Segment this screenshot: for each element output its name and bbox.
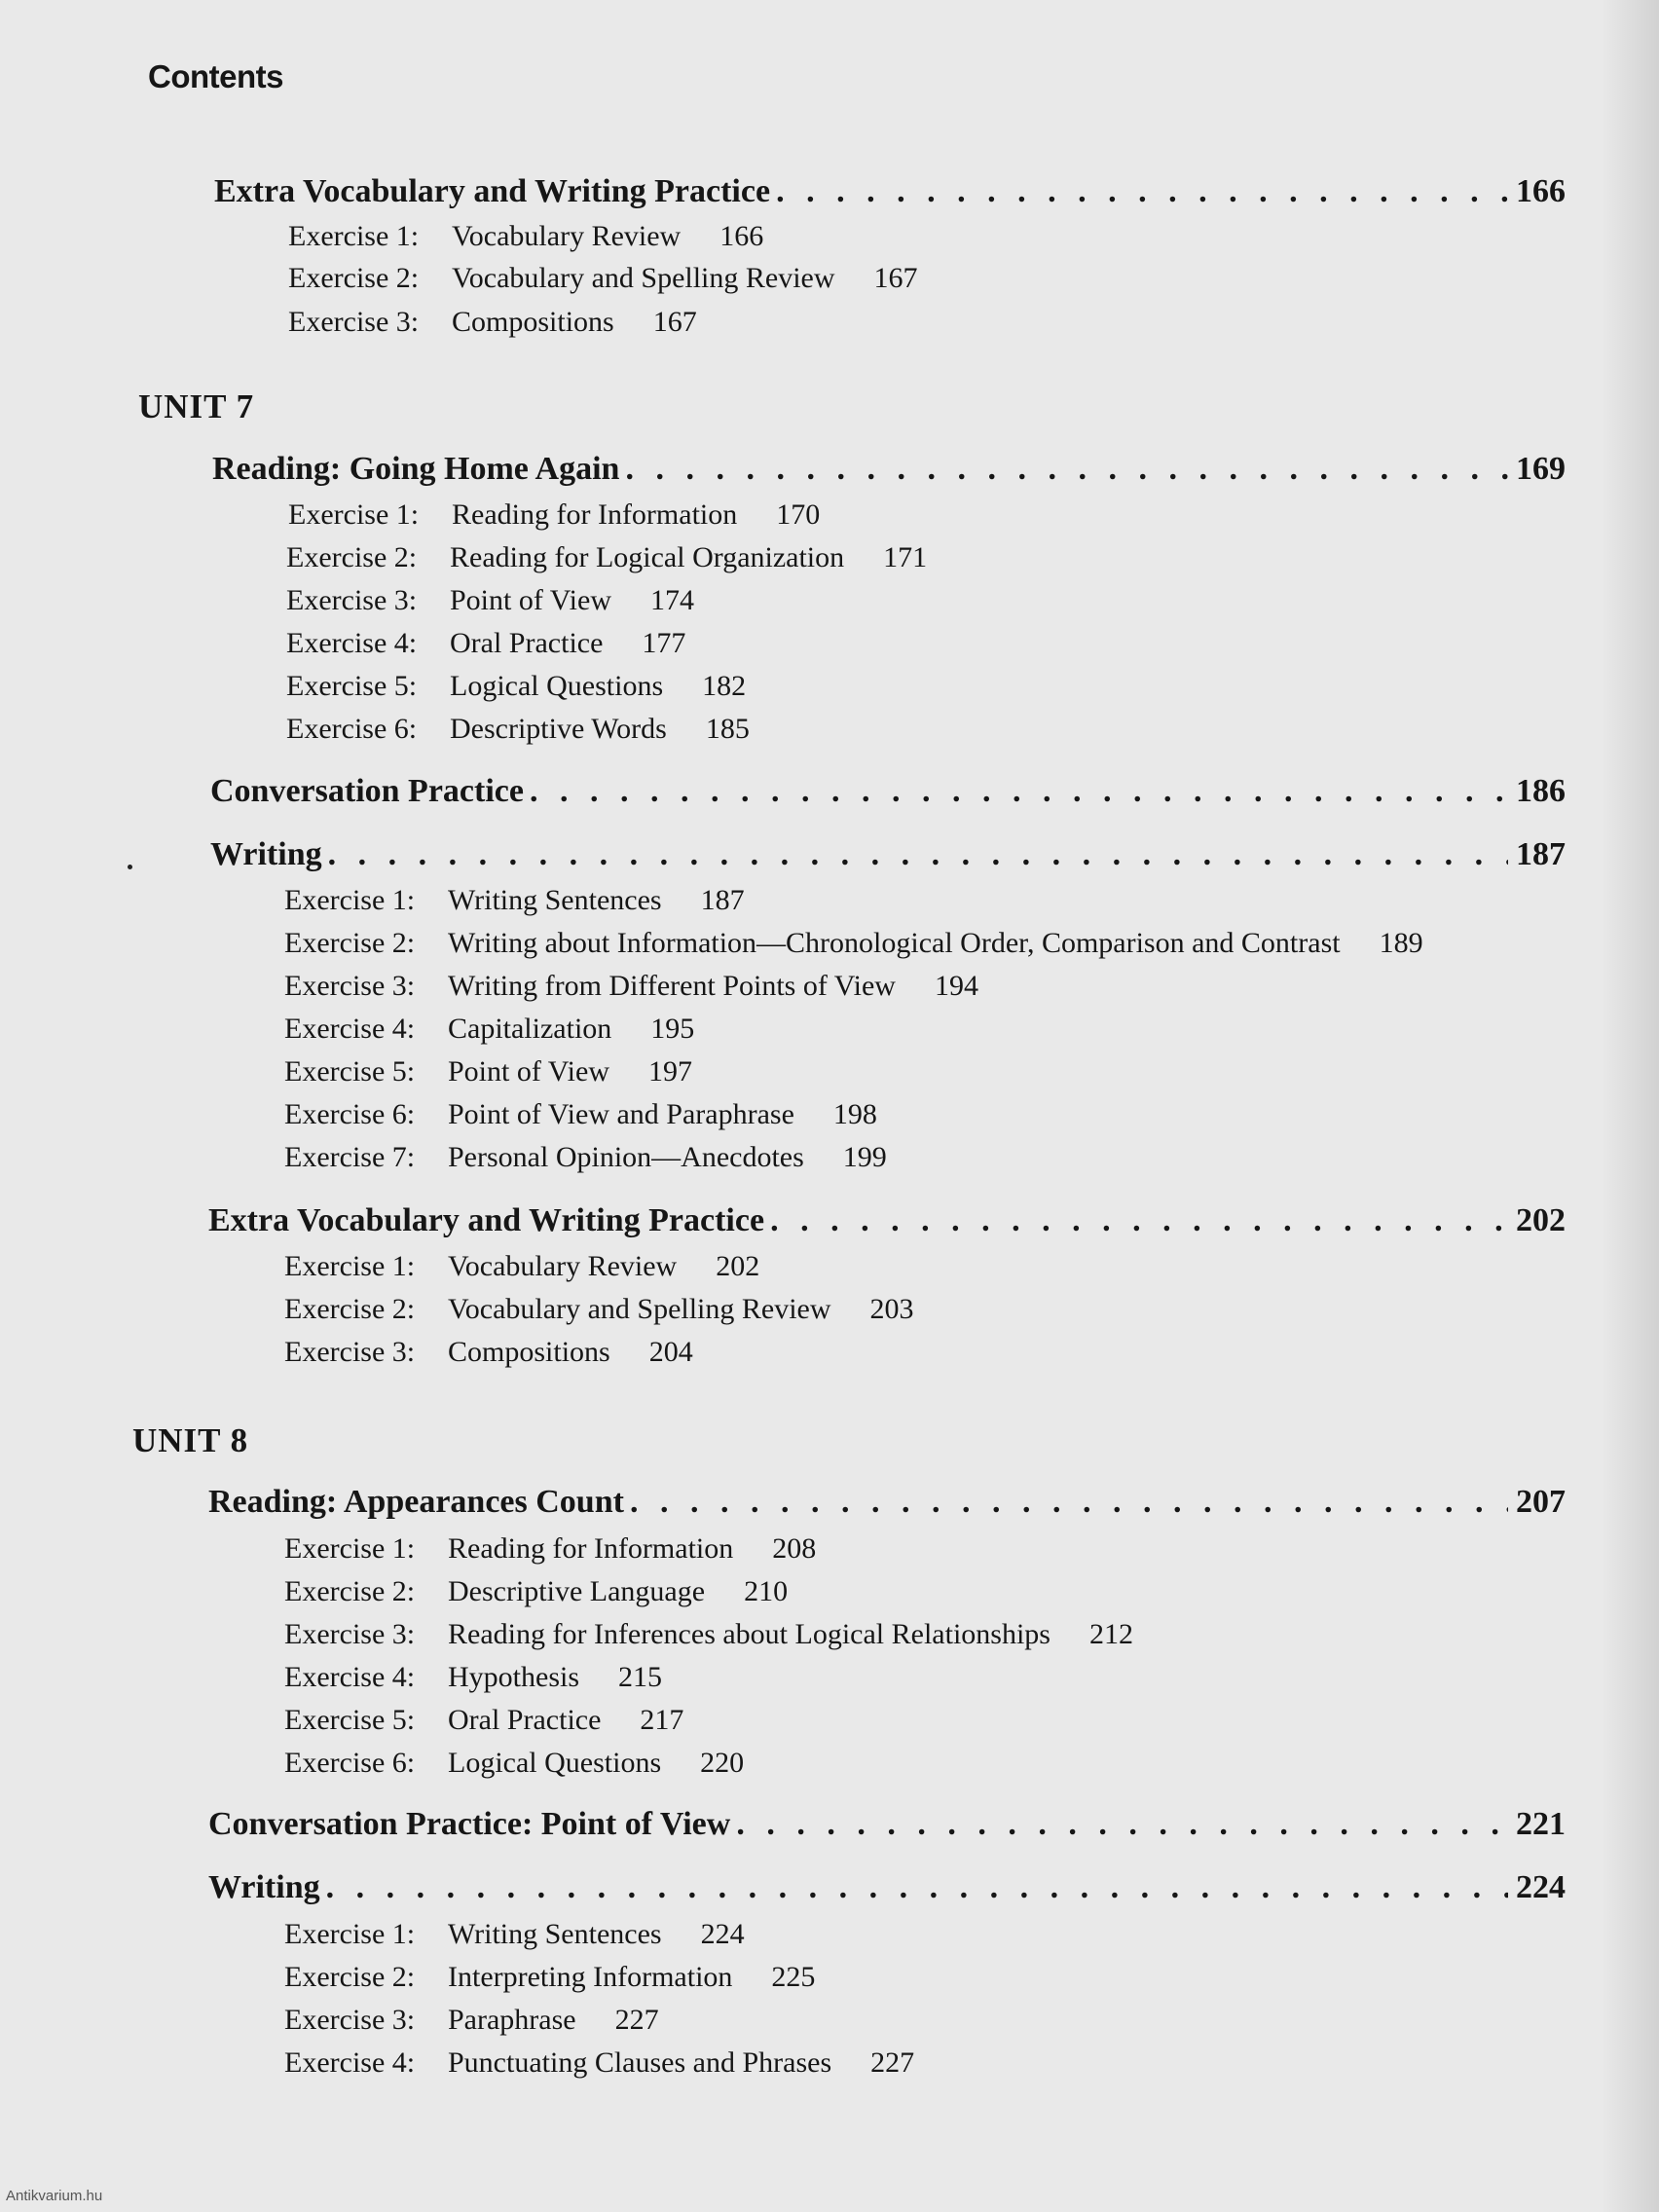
exercise-title: Oral Practice	[448, 1704, 602, 1736]
exercise-entry	[284, 884, 745, 923]
section-page: 202	[1516, 1202, 1566, 1238]
exercise-title: Reading for Inferences about Logical Relationships	[448, 1618, 1051, 1650]
exercise-entry	[284, 1293, 914, 1332]
exercise-page: 212	[1088, 1618, 1133, 1650]
exercise-title: Hypothesis	[448, 1661, 579, 1693]
exercise-label: Exercise 2:	[284, 927, 416, 959]
section-heading	[214, 173, 1566, 218]
exercise-page: 195	[650, 1013, 695, 1045]
exercise-page: 199	[842, 1141, 887, 1173]
dot-leader	[770, 173, 1508, 210]
exercise-page: 167	[652, 306, 697, 338]
exercise-title: Oral Practice	[450, 627, 604, 659]
section-heading	[212, 451, 1566, 496]
exercise-page: 170	[776, 498, 821, 531]
exercise-label: Exercise 2:	[284, 1293, 416, 1325]
exercise-title: Writing from Different Points of View	[448, 970, 896, 1002]
section-page: 187	[1516, 836, 1566, 872]
exercise-entry	[284, 1618, 1133, 1657]
exercise-label: Exercise 1:	[284, 1250, 416, 1282]
exercise-page: 194	[934, 970, 978, 1002]
watermark-text: Antikvarium.hu	[6, 2188, 103, 2204]
exercise-page: 174	[649, 584, 694, 616]
dot-leader	[320, 1869, 1508, 1906]
dot-leader	[524, 773, 1508, 810]
exercise-title: Vocabulary Review	[452, 220, 682, 252]
section-title: Reading: Going Home Again	[212, 451, 620, 487]
exercise-label: Exercise 6:	[286, 713, 418, 745]
exercise-entry	[284, 1532, 816, 1571]
exercise-entry	[284, 1055, 692, 1094]
exercise-title: Reading for Information	[448, 1532, 734, 1565]
exercise-title: Vocabulary Review	[448, 1250, 678, 1282]
exercise-title: Logical Questions	[450, 670, 664, 702]
exercise-page: 227	[870, 2046, 915, 2079]
exercise-label: Exercise 3:	[284, 1336, 416, 1368]
section-heading	[208, 1202, 1566, 1247]
section-heading	[208, 1484, 1566, 1529]
exercise-label: Exercise 3:	[284, 1618, 416, 1650]
exercise-title: Compositions	[452, 306, 614, 338]
exercise-page: 177	[642, 627, 686, 659]
exercise-entry	[284, 927, 1423, 966]
exercise-entry	[286, 541, 927, 580]
exercise-label: Exercise 1:	[284, 1918, 416, 1950]
dot-leader	[624, 1484, 1508, 1521]
section-page: 221	[1516, 1806, 1566, 1842]
exercise-label: Exercise 3:	[286, 584, 418, 616]
exercise-entry	[288, 262, 918, 301]
exercise-title: Paraphrase	[448, 2004, 576, 2036]
exercise-title: Punctuating Clauses and Phrases	[448, 2046, 832, 2079]
dot-leader	[764, 1202, 1508, 1239]
exercise-label: Exercise 5:	[284, 1055, 416, 1088]
exercise-title: Descriptive Language	[448, 1575, 706, 1607]
exercise-entry	[284, 1013, 694, 1051]
exercise-label: Exercise 4:	[284, 1661, 416, 1693]
exercise-entry	[284, 1704, 683, 1743]
exercise-title: Interpreting Information	[448, 1961, 733, 1993]
section-page: 166	[1516, 173, 1566, 209]
exercise-page: 202	[716, 1250, 760, 1282]
section-page: 207	[1516, 1484, 1566, 1520]
exercise-label: Exercise 3:	[284, 970, 416, 1002]
exercise-page: 189	[1379, 927, 1423, 959]
section-title: Extra Vocabulary and Writing Practice	[214, 173, 771, 209]
exercise-label: Exercise 2:	[288, 262, 420, 294]
exercise-label: Exercise 5:	[284, 1704, 416, 1736]
exercise-title: Reading for Logical Organization	[450, 541, 845, 573]
exercise-label: Exercise 5:	[286, 670, 418, 702]
unit-heading: UNIT 7	[138, 387, 255, 425]
exercise-page: 208	[772, 1532, 817, 1565]
exercise-title: Writing Sentences	[448, 884, 662, 916]
exercise-title: Capitalization	[448, 1013, 612, 1045]
exercise-page: 198	[832, 1098, 877, 1130]
exercise-page: 171	[883, 541, 928, 573]
exercise-entry	[284, 1961, 815, 2000]
exercise-page: 220	[700, 1747, 745, 1779]
section-heading	[210, 836, 1566, 881]
exercise-label: Exercise 1:	[284, 884, 416, 916]
section-title: Conversation Practice	[210, 773, 524, 809]
exercise-title: Point of View and Paraphrase	[448, 1098, 794, 1130]
section-heading	[210, 773, 1566, 818]
exercise-entry	[286, 627, 685, 666]
exercise-page: 203	[869, 1293, 914, 1325]
exercise-page: 210	[744, 1575, 789, 1607]
section-title: Conversation Practice: Point of View	[208, 1806, 731, 1842]
exercise-page: 197	[647, 1055, 692, 1088]
exercise-entry	[284, 1336, 693, 1375]
exercise-label: Exercise 4:	[284, 1013, 416, 1045]
exercise-label: Exercise 7:	[284, 1141, 416, 1173]
exercise-entry	[284, 2046, 914, 2085]
exercise-title: Vocabulary and Spelling Review	[452, 262, 835, 294]
exercise-label: Exercise 6:	[284, 1098, 416, 1130]
exercise-title: Point of View	[448, 1055, 609, 1088]
section-title: Writing	[210, 836, 322, 872]
section-heading	[208, 1806, 1566, 1851]
exercise-entry	[284, 1575, 788, 1614]
exercise-title: Writing Sentences	[448, 1918, 662, 1950]
exercise-entry	[284, 1661, 662, 1700]
exercise-entry	[286, 713, 750, 752]
exercise-label: Exercise 1:	[288, 220, 420, 252]
exercise-label: Exercise 4:	[284, 2046, 416, 2079]
exercise-title: Reading for Information	[452, 498, 738, 531]
section-title: Reading: Appearances Count	[208, 1484, 624, 1520]
exercise-entry	[288, 498, 820, 537]
exercise-entry	[286, 670, 746, 709]
exercise-page: 187	[700, 884, 745, 916]
exercise-title: Personal Opinion—Anecdotes	[448, 1141, 804, 1173]
page-header: Contents	[148, 58, 283, 94]
exercise-entry	[286, 584, 694, 623]
exercise-page: 166	[719, 220, 764, 252]
stray-mark	[128, 865, 132, 869]
exercise-entry	[284, 1747, 744, 1786]
section-page: 224	[1516, 1869, 1566, 1905]
exercise-label: Exercise 3:	[284, 2004, 416, 2036]
page-edge-shadow	[1601, 0, 1659, 2212]
exercise-title: Logical Questions	[448, 1747, 662, 1779]
exercise-label: Exercise 4:	[286, 627, 418, 659]
exercise-entry	[288, 306, 697, 345]
exercise-label: Exercise 1:	[284, 1532, 416, 1565]
section-page: 186	[1516, 773, 1566, 809]
exercise-page: 215	[618, 1661, 662, 1693]
exercise-page: 204	[648, 1336, 693, 1368]
exercise-page: 182	[702, 670, 747, 702]
exercise-entry	[288, 220, 763, 259]
section-title: Extra Vocabulary and Writing Practice	[208, 1202, 765, 1238]
exercise-label: Exercise 3:	[288, 306, 420, 338]
section-heading	[208, 1869, 1566, 1914]
exercise-entry	[284, 2004, 659, 2043]
unit-heading: UNIT 8	[132, 1421, 249, 1459]
exercise-title: Writing about Information—Chronological Order, Comparison and Contrast	[448, 927, 1341, 959]
exercise-entry	[284, 970, 978, 1009]
section-page: 169	[1516, 451, 1566, 487]
exercise-page: 225	[771, 1961, 816, 1993]
exercise-page: 217	[640, 1704, 684, 1736]
dot-leader	[322, 836, 1508, 873]
exercise-label: Exercise 2:	[286, 541, 418, 573]
exercise-label: Exercise 6:	[284, 1747, 416, 1779]
section-title: Writing	[208, 1869, 320, 1905]
exercise-label: Exercise 2:	[284, 1961, 416, 1993]
exercise-entry	[284, 1141, 887, 1180]
dot-leader	[619, 451, 1508, 488]
exercise-page: 185	[705, 713, 750, 745]
exercise-title: Vocabulary and Spelling Review	[448, 1293, 831, 1325]
exercise-title: Compositions	[448, 1336, 610, 1368]
exercise-label: Exercise 2:	[284, 1575, 416, 1607]
dot-leader	[730, 1806, 1508, 1843]
exercise-label: Exercise 1:	[288, 498, 420, 531]
exercise-entry	[284, 1250, 759, 1289]
exercise-page: 167	[873, 262, 918, 294]
exercise-page: 224	[700, 1918, 745, 1950]
exercise-title: Point of View	[450, 584, 611, 616]
exercise-entry	[284, 1098, 877, 1137]
exercise-entry	[284, 1918, 745, 1957]
exercise-page: 227	[614, 2004, 659, 2036]
exercise-title: Descriptive Words	[450, 713, 667, 745]
